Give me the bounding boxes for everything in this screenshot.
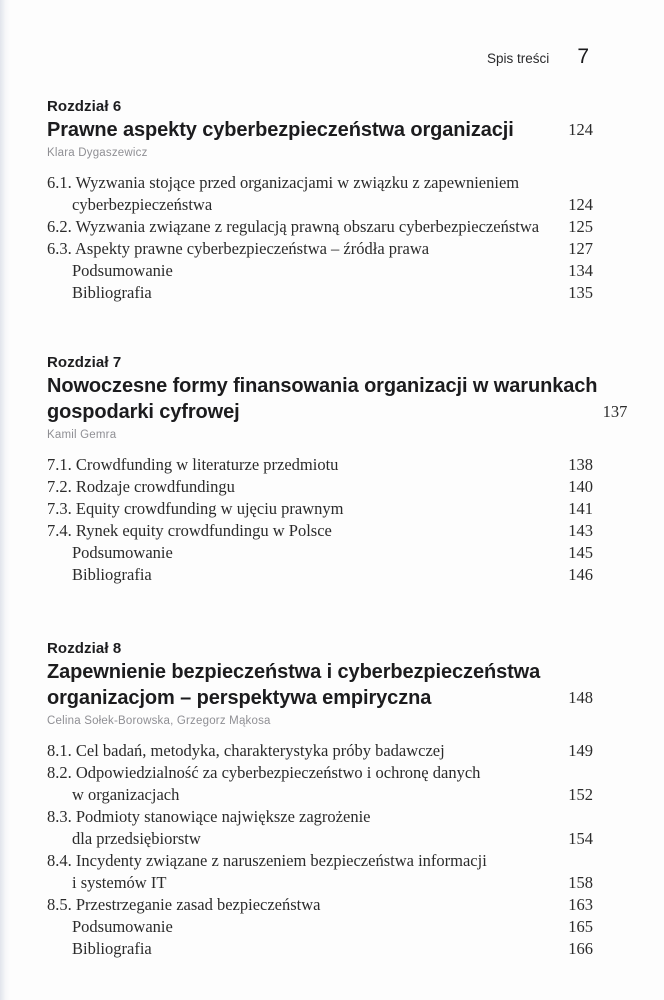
toc-entry-page: 125 [568,217,593,236]
toc-entry-text: 7.4. Rynek equity crowdfundingu w Polsce [47,521,332,540]
chapter-authors: Celina Sołek-Borowska, Grzegorz Mąkosa [47,715,271,727]
chapter-title-line: Zapewnienie bezpieczeństwa i cyberbezpieczeństwa [47,661,541,683]
chapter-title [47,659,540,711]
chapter-label: Rozdział 6 [47,98,122,115]
chapter-title-line: Nowoczesne formy finansowania organizacji w warunkach [47,375,598,397]
toc-entry-page: 124 [568,195,593,214]
toc-entries [47,454,593,586]
toc-entry-page: 146 [568,565,593,584]
toc-entry-page: 149 [568,741,593,760]
chapter-page-number: 137 [602,402,628,421]
toc-entry-page: 166 [568,939,593,958]
toc-entry-line: cyberbezpieczeństwa [72,195,213,214]
toc-entry-page: 141 [568,499,593,518]
chapter-title [47,117,514,143]
toc-entry [47,916,593,938]
toc-entry-text [47,806,370,850]
toc-entry-line: dla przedsiębiorstw [72,829,201,848]
toc-entry-text: 7.2. Rodzaje crowdfundingu [47,477,235,496]
chapter-title-row [47,659,593,711]
chapter-title-line: Prawne aspekty cyberbezpieczeństwa organizacji [47,119,514,141]
toc-entries [47,740,593,960]
toc-entry-line: 8.2. Odpowiedzialność za cyberbezpieczeństwo i ochronę danych [47,763,481,782]
chapter-authors: Kamil Gemra [47,429,117,441]
toc-entry-line: i systemów IT [72,873,167,892]
toc-entry-page: 127 [568,239,593,258]
toc-entry-text: 8.1. Cel badań, metodyka, charakterystyka próby badawczej [47,741,445,760]
chapter-page-number: 124 [568,120,593,139]
toc-entry-page: 154 [568,829,593,848]
page-header [47,46,593,69]
toc-entry-page: 152 [568,785,593,804]
toc-entry-text: 6.2. Wyzwania związane z regulacją prawną obszaru cyberbezpieczeństwa [47,217,540,236]
chapter-title-line: gospodarki cyfrowej [47,401,240,423]
chapter-label: Rozdział 7 [47,354,122,371]
toc-entry-text: Podsumowanie [72,543,173,562]
toc-entry-page: 143 [568,521,593,540]
toc-entry-line: w organizacjach [72,785,180,804]
toc-entry-text: Podsumowanie [72,917,173,936]
toc-entry-text: Bibliografia [72,565,152,584]
toc-entry-text: 8.5. Przestrzeganie zasad bezpieczeństwa [47,895,321,914]
toc-entry-text: Bibliografia [72,283,152,302]
toc-entry-page: 140 [568,477,593,496]
chapter-label: Rozdział 8 [47,640,122,657]
toc-entry-page: 165 [568,917,593,936]
chapter-8-section [47,639,593,960]
chapter-7-section [47,353,628,586]
toc-entry-text: 7.3. Equity crowdfunding w ujęciu prawnym [47,499,344,518]
toc-entry [47,542,593,564]
toc-entry-text: 7.1. Crowdfunding w literaturze przedmiotu [47,455,339,474]
running-head: Spis treści [487,51,550,66]
chapter-authors: Klara Dygaszewicz [47,147,148,159]
toc-entry [47,520,593,542]
toc-entry-line: 8.4. Incydenty związane z naruszeniem bezpieczeństwa informacji [47,851,487,870]
chapter-title-row [47,373,628,425]
toc-entry [47,806,593,850]
toc-entries [47,172,593,304]
chapter-page-number: 148 [568,688,593,707]
toc-entry-text [47,172,519,216]
page-number: 7 [577,45,589,68]
toc-entry-line: 8.3. Podmioty stanowiące największe zagrożenie [47,807,371,826]
toc-entry [47,172,593,216]
toc-entry-line: 6.1. Wyzwania stojące przed organizacjami w związku z zapewnieniem [47,173,520,192]
toc-entry-text: Bibliografia [72,939,152,958]
toc-entry-page: 158 [568,873,593,892]
toc-entry [47,894,593,916]
toc-entry [47,762,593,806]
toc-entry [47,498,593,520]
chapter-title-line: organizacjom – perspektywa empiryczna [47,687,432,709]
toc-entry [47,938,593,960]
toc-entry [47,564,593,586]
chapter-title [47,373,597,425]
toc-entry-page: 145 [568,543,593,562]
toc-entry-text: 6.3. Aspekty prawne cyberbezpieczeństwa – źródła prawa [47,239,430,258]
toc-entry-page: 135 [568,283,593,302]
toc-entry [47,850,593,894]
toc-entry-page: 163 [568,895,593,914]
toc-entry-page: 138 [568,455,593,474]
toc-entry-text: Podsumowanie [72,261,173,280]
toc-entry-page: 134 [568,261,593,280]
toc-entry [47,740,593,762]
toc-entry [47,238,593,260]
chapter-6-section [47,97,593,304]
chapter-title-row [47,117,593,143]
toc-entry-text [47,762,480,806]
toc-entry [47,476,593,498]
toc-entry [47,282,593,304]
toc-entry [47,454,593,476]
toc-entry-text [47,850,487,894]
toc-entry [47,260,593,282]
toc-entry [47,216,593,238]
